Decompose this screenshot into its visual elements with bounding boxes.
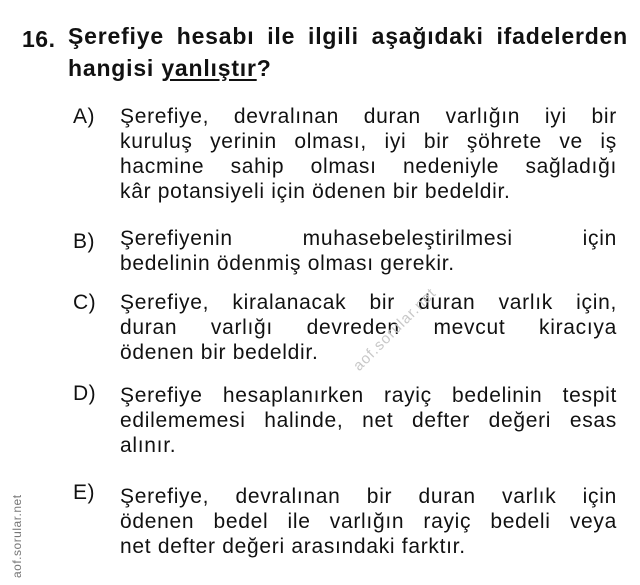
question-number: 16. xyxy=(22,26,56,52)
option-c-line-2: duran varlığı devreden mevcut kiracıya xyxy=(120,316,617,339)
option-d-line-3: alınır. xyxy=(120,434,177,457)
option-a-text xyxy=(120,104,617,204)
option-c-line-1: Şerefiye, kiralanacak bir duran varlık için, xyxy=(120,291,617,314)
option-a-line-1: Şerefiye, devralınan duran varlığın iyi bir xyxy=(120,105,617,128)
option-e-line-2: ödenen bedel ile varlığın rayiç bedeli veya xyxy=(120,510,617,533)
option-c-line-3: ödenen bir bedeldir. xyxy=(120,341,319,364)
option-a-line-2: kuruluş yerinin olması, iyi bir şöhrete ve iş xyxy=(120,130,617,153)
question-text xyxy=(68,20,628,84)
option-b-letter: B) xyxy=(73,230,95,253)
watermark-side: aof.sorular.net xyxy=(10,494,24,578)
option-d-line-2: edilememesi halinde, net defter değeri esas xyxy=(120,409,617,432)
question-emphasis: yanlıştır xyxy=(161,55,257,81)
option-b-line-2: bedelinin ödenmiş olması gerekir. xyxy=(120,252,455,275)
option-a-line-3: hacmine sahip olması nedeniyle sağladığı xyxy=(120,155,617,178)
option-a-line-4: kâr potansiyeli için ödenen bir bedeldir. xyxy=(120,180,511,203)
option-e-letter: E) xyxy=(73,481,95,504)
option-e-text xyxy=(120,484,617,559)
option-c-letter: C) xyxy=(73,291,97,314)
option-b-line-1: Şerefiyenin muhasebeleştirilmesi için xyxy=(120,227,617,250)
question-mark: ? xyxy=(256,55,272,81)
question-stem: Şerefiye hesabı ile ilgili aşağıdaki ifadelerden hangisi xyxy=(68,23,628,81)
watermark-center: aof.sorular.net xyxy=(349,284,440,375)
option-d-line-1: Şerefiye hesaplanırken rayiç bedelinin tespit xyxy=(120,384,617,407)
option-d-letter: D) xyxy=(73,382,97,405)
option-d-text xyxy=(120,383,617,458)
option-e-line-3: net defter değeri arasındaki farktır. xyxy=(120,535,466,558)
option-b-text xyxy=(120,226,617,276)
option-a-letter: A) xyxy=(73,105,95,128)
option-e-line-1: Şerefiye, devralınan bir duran varlık için xyxy=(120,485,617,508)
